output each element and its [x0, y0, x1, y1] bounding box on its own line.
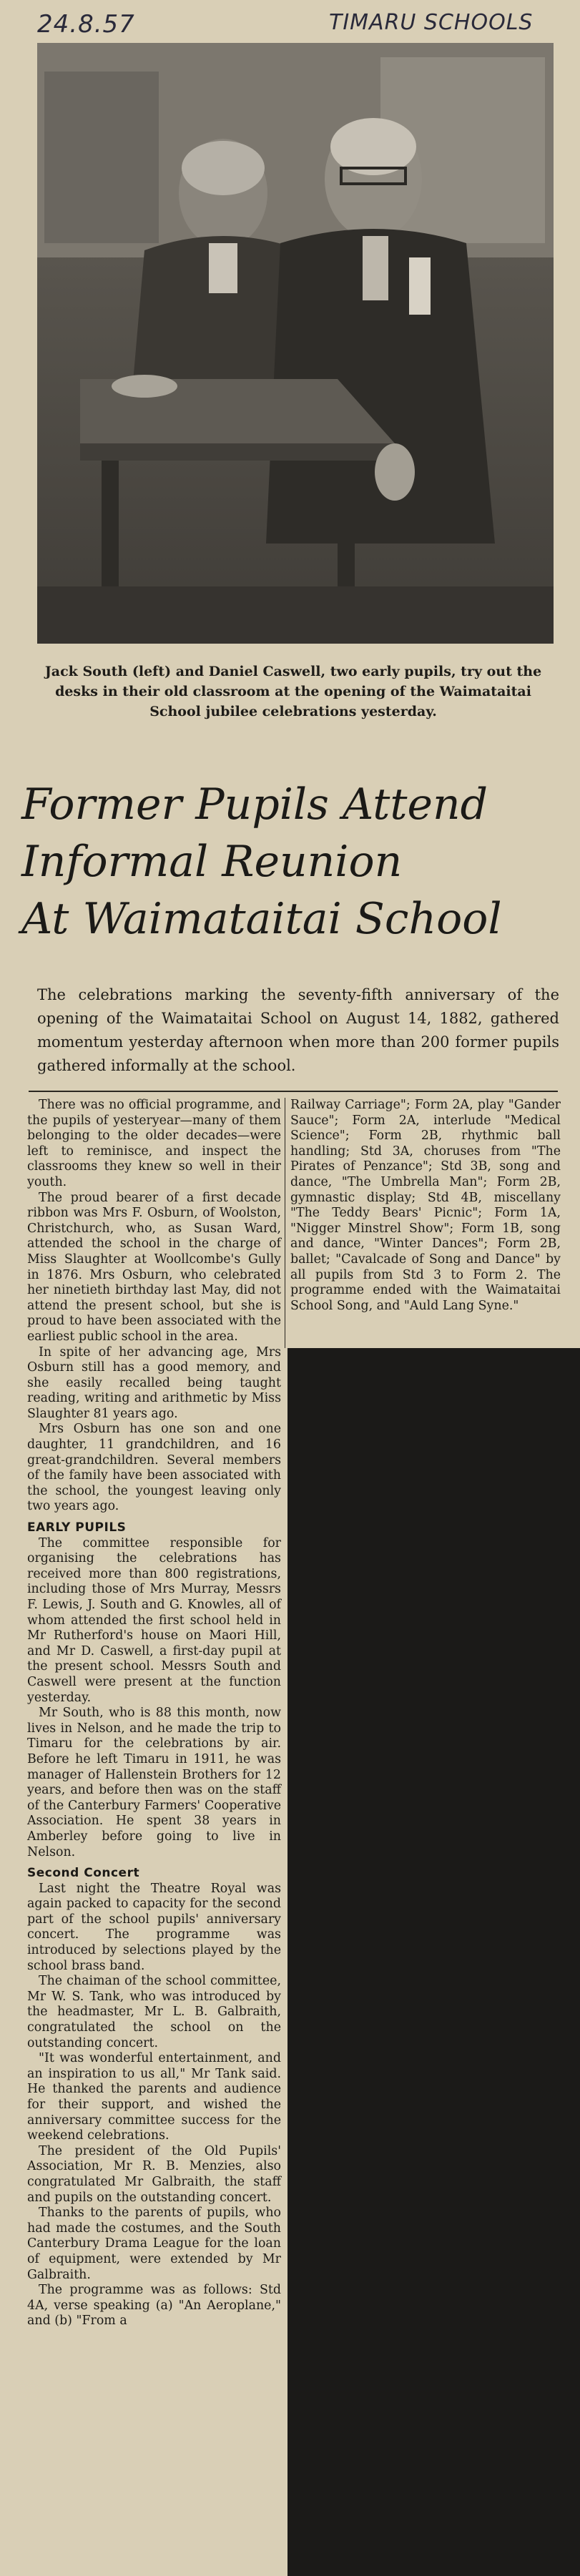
subheading-second-concert: Second Concert: [27, 1866, 140, 1881]
paragraph: The president of the Old Pupils' Association, Mr R. B. Menzies, also congratulated Mr Galbraith, the staff and pupils on the outstanding concert.: [27, 2143, 281, 2205]
paragraph: The chaiman of the school committee, Mr W. S. Tank, who was introduced by the headmaster, Mr L. B. Galbraith, congratulated the school on the outstanding concert.: [27, 1974, 281, 2050]
paragraph: "It was wonderful entertainment, and an inspiration to us all," Mr Tank said. He thanked the parents and audience for their support, and wished the anniversary committee success for the weekend celebrations.: [27, 2051, 281, 2143]
standfirst: The celebrations marking the seventy-fifth anniversary of the opening of the Waimataitai School on August 14, 1882, gathered momentum yesterday afternoon when more than 200 former pupils gathered informally at the school.: [37, 986, 559, 1074]
background-dark: [287, 1348, 580, 2576]
paragraph: Thanks to the parents of pupils, who had made the costumes, and the South Canterbury Drama League for the loan of equipment, were extended by Mr Galbraith.: [27, 2206, 281, 2282]
headline-line-1: Former Pupils Attend: [21, 780, 488, 830]
handwritten-place: TIMARU SCHOOLS: [329, 10, 534, 35]
photo-caption: Jack South (left) and Daniel Caswell, two early pupils, try out the desks in their old classroom at the opening of the Waimataitai School jubilee celebrations yesterday.: [44, 664, 542, 719]
headline-line-2: Informal Reunion: [21, 837, 403, 887]
paragraph: In spite of her advancing age, Mrs Osburn still has a good memory, and she easily recalled being taught reading, writing and arithmetic by Miss Slaughter 81 years ago.: [27, 1344, 281, 1421]
photo-two-men-at-desk-icon: [37, 43, 554, 644]
divider-rule: [29, 1091, 558, 1092]
news-photo: [37, 43, 554, 644]
handwritten-date: 24.8.57: [37, 10, 135, 39]
paragraph: Mr South, who is 88 this month, now lives in Nelson, and he made the trip to Timaru for the celebrations by air. Before he left Timaru in 1911, he was manager of Hallenstein Brothers for 12 years, and before then was on the staff of the Canterbury Farmers' Cooperative Association. He spent 38 years in Amberley before going to live in Nelson.: [27, 1706, 281, 1859]
paragraph: Last night the Theatre Royal was again packed to capacity for the second part of the school pupils' anniversary concert. The programme was introduced by selections played by the school brass band.: [27, 1881, 281, 1973]
headline-line-3: At Waimataitai School: [21, 894, 502, 944]
article-column-2: [290, 1098, 561, 1314]
article-column-1: [27, 1098, 281, 2329]
headline: [21, 776, 565, 948]
paragraph: Mrs Osburn has one son and one daughter, 11 grandchildren, and 16 great-grandchildren. Several members of the family have been associated with the school, the youngest leaving only two years ago.: [27, 1422, 281, 1514]
paragraph: The committee responsible for organising the celebrations has received more than 800 registrations, including those of Mrs Murray, Messrs F. Lewis, J. South and G. Knowles, all of whom attended the first school held in Mr Rutherford's house on Maori Hill, and Mr D. Caswell, a first-day pupil at the present school. Messrs South and Caswell were present at the function yesterday.: [27, 1535, 281, 1705]
paragraph: The programme was as follows: Std 4A, verse speaking (a) "An Aeroplane," and (b) "From a: [27, 2283, 281, 2329]
paragraph: Railway Carriage"; Form 2A, play "Gander Sauce"; Form 2A, interlude "Medical Science"; Form 2B, rhythmic ball handling; Std 3A, choruses from "The Pirates of Penzance"; Std 3B, song and dance, "The Umbrella Man"; Form 2B, gymnastic display; Std 4B, miscellany "The Teddy Bears' Picnic"; Form 1A, "Nigger Minstrel Show"; Form 1B, song and dance, "Winter Dances"; Form 2B, ballet; "Cavalcade of Song and Dance" by all pupils from Std 3 to Form 2. The programme ended with the Waimataitai School Song, and "Auld Lang Syne.": [290, 1098, 561, 1313]
paragraph: There was no official programme, and the pupils of yesteryear—many of them belonging to the older decades—were left to reminisce, and inspect the classrooms they knew so well in their youth.: [27, 1098, 281, 1189]
paragraph: The proud bearer of a first decade ribbon was Mrs F. Osburn, of Woolston, Christchurch, who, as Susan Ward, attended the school in the charge of Miss Slaughter at Woollcombe's Gully in 1876. Mrs Osburn, who celebrated her ninetieth birthday last May, did not attend the present school, but she is proud to have been associated with the earliest public school in the area.: [27, 1190, 281, 1344]
subheading-early-pupils: EARLY PUPILS: [27, 1520, 127, 1535]
